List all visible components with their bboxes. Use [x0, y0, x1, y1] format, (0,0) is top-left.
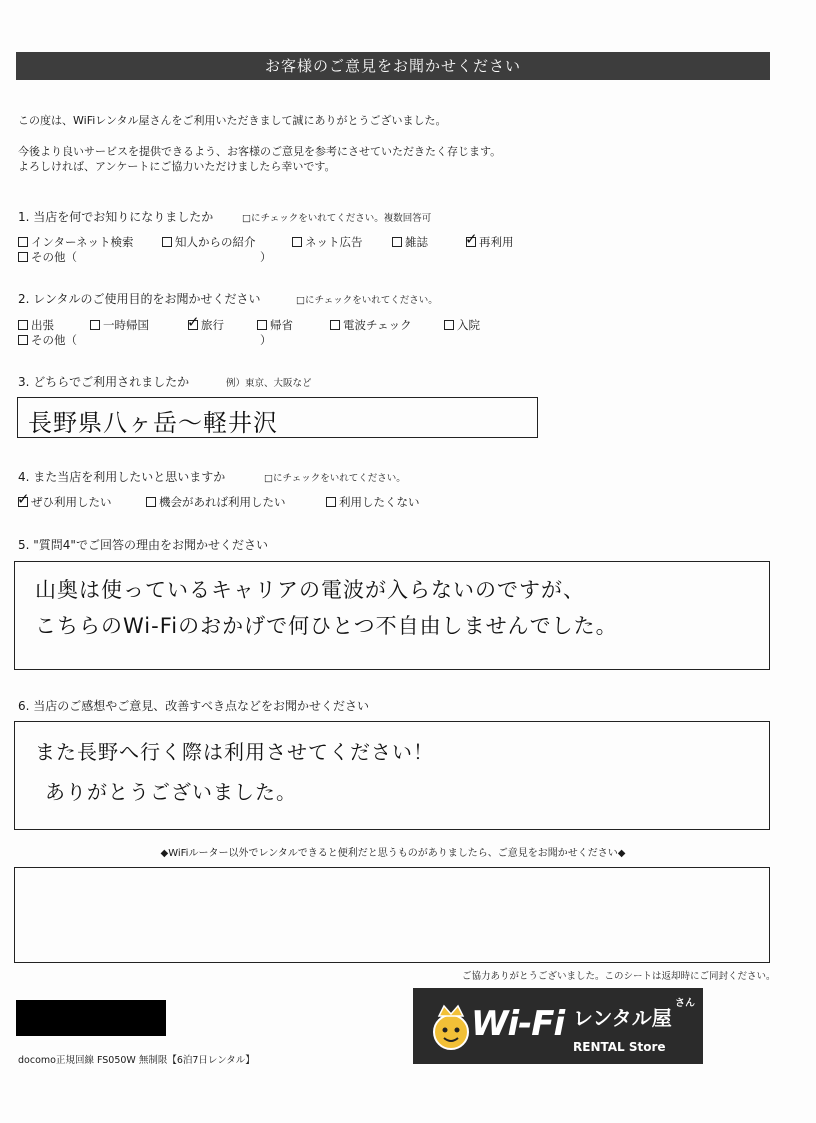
option-label: 帰省: [270, 318, 293, 332]
q4-option-no[interactable]: [326, 494, 420, 510]
option-label: 電波チェック: [343, 318, 412, 332]
product-info: docomo正規回線 FS050W 無制限【6泊7日レンタル】: [18, 1055, 255, 1066]
q3-label: 3. どちらでご利用されましたか: [18, 375, 190, 389]
page-title: お客様のご意見をお聞かせください: [16, 52, 770, 80]
q5-answer-line2: こちらのWi-Fiのおかげで何ひとつ不自由しませんでした。: [35, 614, 618, 638]
option-label: その他（: [31, 250, 77, 264]
q6-answer-line2: ありがとうございました。: [45, 780, 297, 804]
option-label: 入院: [457, 318, 480, 332]
q1-option-magazine[interactable]: [392, 234, 428, 250]
q5-answer-box[interactable]: [14, 561, 770, 670]
q4-note: □にチェックをいれてください。: [264, 473, 406, 484]
option-label: 一時帰国: [103, 318, 149, 332]
q2-option-travel[interactable]: [187, 313, 224, 333]
intro-request: よろしければ、アンケートにご協力いただけましたら幸いです。: [18, 160, 336, 173]
intro-thanks: この度は、WiFiレンタル屋さんをご利用いただきまして誠にありがとうございました。: [18, 114, 447, 127]
q5-answer-line1: 山奥は使っているキャリアの電波が入らないのですが、: [35, 578, 585, 602]
checkbox[interactable]: [90, 320, 100, 330]
checkbox[interactable]: [18, 320, 28, 330]
q1-other-close: ）: [260, 250, 272, 264]
logo-english-text: RENTAL Store: [573, 1040, 666, 1054]
option-label: ネット広告: [305, 235, 363, 249]
check-mark-icon: ✓: [465, 230, 478, 248]
q2-option-signal-check[interactable]: [330, 317, 412, 333]
option-label: インターネット検索: [31, 235, 134, 249]
option-label: 雑誌: [405, 235, 428, 249]
checkbox[interactable]: [162, 237, 172, 247]
return-instruction: ご協力ありがとうございました。このシートは返却時にご同封ください。: [462, 971, 776, 982]
q2-other-close: ）: [260, 333, 272, 347]
checkbox[interactable]: [18, 237, 28, 247]
q1-option-net-ad[interactable]: [292, 234, 363, 250]
option-label: 機会があれば利用したい: [159, 495, 286, 509]
checkbox[interactable]: [330, 320, 340, 330]
redacted-block: [16, 1000, 166, 1036]
q3-answer-box[interactable]: [17, 397, 538, 438]
q1-option-other[interactable]: [18, 249, 77, 265]
checkbox[interactable]: [146, 497, 156, 507]
q2-option-other[interactable]: [18, 332, 77, 348]
checkbox[interactable]: [444, 320, 454, 330]
option-label: ぜひ利用したい: [31, 495, 112, 509]
mascot-icon: [425, 1002, 477, 1054]
q1-note: □にチェックをいれてください。複数回答可: [242, 213, 432, 224]
checkbox[interactable]: [18, 335, 28, 345]
q6-label: 6. 当店のご感想やご意見、改善すべき点などをお聞かせください: [18, 699, 370, 713]
q7-answer-box[interactable]: [14, 867, 770, 963]
q1-option-referral[interactable]: [162, 234, 256, 250]
q3-note: 例）東京、大阪など: [226, 378, 312, 389]
checkbox[interactable]: [18, 252, 28, 262]
q4-option-if-chance[interactable]: [146, 494, 286, 510]
logo-rental-text: レンタル屋: [573, 1006, 672, 1030]
q2-option-hospital[interactable]: [444, 317, 480, 333]
q5-label: 5. "質問4"でご回答の理由をお聞かせください: [18, 538, 268, 552]
checkbox[interactable]: [326, 497, 336, 507]
option-label: 出張: [31, 318, 54, 332]
q1-option-internet[interactable]: [18, 234, 133, 250]
option-label: その他（: [31, 333, 77, 347]
q2-note: □にチェックをいれてください。: [296, 295, 438, 306]
checkbox[interactable]: [292, 237, 302, 247]
q3-answer: 長野県八ヶ岳～軽井沢: [28, 409, 278, 437]
option-label: 旅行: [201, 318, 224, 332]
q6-answer-box[interactable]: [14, 721, 770, 830]
intro-purpose: 今後より良いサービスを提供できるよう、お客様のご意見を参考にさせていただきたく存じます。: [18, 145, 502, 158]
q1-label: 1. 当店を何でお知りになりましたか: [18, 210, 214, 224]
checkbox-checked[interactable]: [187, 313, 200, 331]
option-label: 知人からの紹介: [175, 235, 256, 249]
checkbox[interactable]: [257, 320, 267, 330]
checkbox-checked[interactable]: [17, 490, 30, 508]
option-label: 再利用: [479, 235, 514, 249]
checkbox-checked[interactable]: [465, 230, 478, 248]
checkbox[interactable]: [392, 237, 402, 247]
q4-option-definitely[interactable]: [17, 490, 112, 510]
logo-san-text: さん: [675, 998, 695, 1009]
q7-label: ◆WiFiルーター以外でレンタルできると便利だと思うものがありましたら、ご意見をお聞かせください◆: [160, 848, 626, 859]
q2-option-homecoming[interactable]: [90, 317, 149, 333]
q4-label: 4. また当店を利用したいと思いますか: [18, 470, 226, 484]
check-mark-icon: ✓: [187, 313, 200, 331]
logo-wifi-text: Wi-Fi: [471, 1004, 565, 1044]
q6-answer-line1: また長野へ行く際は利用させてください！: [35, 740, 434, 764]
q1-option-reuse[interactable]: [465, 230, 514, 250]
q2-option-business[interactable]: [18, 317, 54, 333]
store-logo: [413, 988, 703, 1064]
check-mark-icon: ✓: [17, 490, 30, 508]
q2-label: 2. レンタルのご使用目的をお聞かせください: [18, 292, 261, 306]
option-label: 利用したくない: [339, 495, 420, 509]
q2-option-visit-home[interactable]: [257, 317, 293, 333]
